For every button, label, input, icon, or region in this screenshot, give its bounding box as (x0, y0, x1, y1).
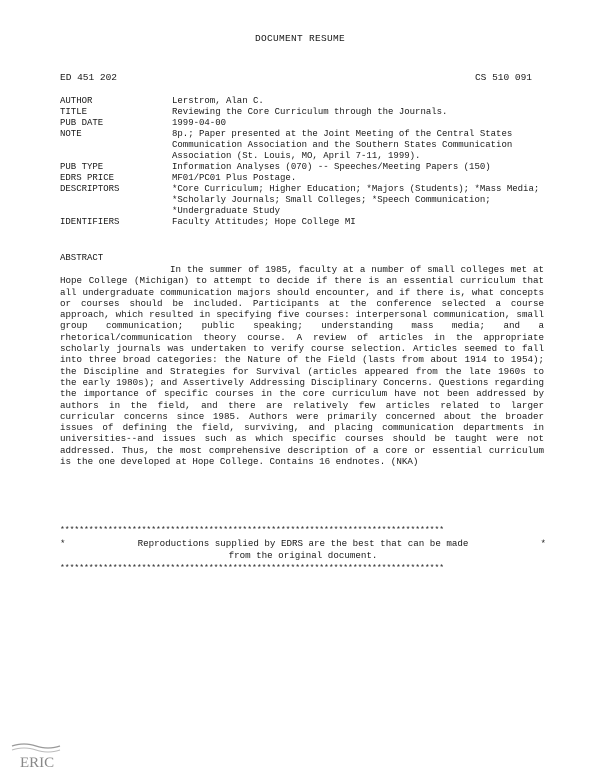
field-note (60, 129, 540, 162)
field-label: EDRS PRICE (60, 173, 115, 183)
star-left: * (60, 538, 66, 549)
field-value: Information Analyses (070) -- Speeches/Meeting Papers (150) (172, 162, 491, 172)
abstract-label: ABSTRACT (60, 253, 104, 263)
field-value: Lerstrom, Alan C. (172, 96, 264, 106)
field-pub-date (60, 118, 540, 129)
clearinghouse-number: CS 510 091 (474, 72, 532, 83)
field-value: Faculty Attitudes; Hope College MI (172, 217, 356, 227)
star-right: * (540, 538, 546, 549)
field-descriptors (60, 184, 540, 217)
field-label: AUTHOR (60, 96, 93, 106)
eric-logo-graphic (8, 740, 64, 770)
field-label: IDENTIFIERS (60, 217, 120, 227)
eric-logo (8, 740, 64, 770)
reproduction-line-1: Reproductions supplied by EDRS are the best that can be made (137, 538, 469, 549)
document-title: DOCUMENT RESUME (254, 33, 345, 44)
reproduction-notice (60, 538, 546, 561)
field-pub-type (60, 162, 540, 173)
ed-number: ED 451 202 (60, 72, 118, 83)
field-value: 1999-04-00 (172, 118, 227, 128)
field-label: PUB DATE (60, 118, 104, 128)
field-value: MF01/PC01 Plus Postage. (172, 173, 297, 183)
field-value: Reviewing the Core Curriculum through the Journals. (172, 107, 448, 117)
star-border-top: ******************************************************************************** (60, 526, 445, 535)
metadata-fields (60, 96, 540, 228)
field-label: TITLE (60, 107, 88, 117)
field-label: DESCRIPTORS (60, 184, 120, 194)
eric-logo-text: ERIC (20, 755, 55, 770)
field-edrs-price (60, 173, 540, 184)
abstract-text: In the summer of 1985, faculty at a number of small colleges met at Hope College (Michigan) to attempt to decide if there is an essential curriculum that all undergraduate communication majors should encounter, and if there is, what concepts or courses should be included. Participants at the conference selected a course approach, which resulted in specifying five courses: interpersonal communication, small group communication; public speaking; understanding mass media; and a rhetorical/communication theory course. A review of articles in the appropriate scholarly journals was undertaken to verify course selection. Articles seemed to fall into three broad categories: the Nature of the Field (lasts from about 1914 to 1954); the Discipline and Strategies for Survival (articles appeared from the late 1960s to the early 1980s); and Assertively Addressing Disciplinary Concerns. Questions regarding the importance of specific courses in the core curriculum have not been addressed by authors in the field, and there are relatively few articles related to larger curricular concerns since 1985. Authors were primarily concerned about the broader issues of defining the field, surviving, and placing communication departments in universities--and issues such as which specific courses should be taught were not addressed. Thus, the most comprehensive description of a core or essential curriculum is the one developed at Hope College. Contains 16 endnotes. (NKA) (60, 264, 544, 468)
star-border-bottom: ******************************************************************************** (60, 564, 445, 573)
field-label: NOTE (60, 129, 82, 139)
field-label: PUB TYPE (60, 162, 104, 172)
field-identifiers (60, 217, 540, 228)
field-title (60, 107, 540, 118)
field-author (60, 96, 540, 107)
field-value: *Core Curriculum; Higher Education; *Majors (Students); *Mass Media; *Scholarly Journals; Small Colleges; *Speech Communication; *Undergraduate Study (172, 184, 540, 216)
field-value: 8p.; Paper presented at the Joint Meeting of the Central States Communication Association and the Southern States Communication Association (St. Louis, MO, April 7-11, 1999). (172, 129, 513, 161)
reproduction-line-2: from the original document. (228, 549, 378, 561)
